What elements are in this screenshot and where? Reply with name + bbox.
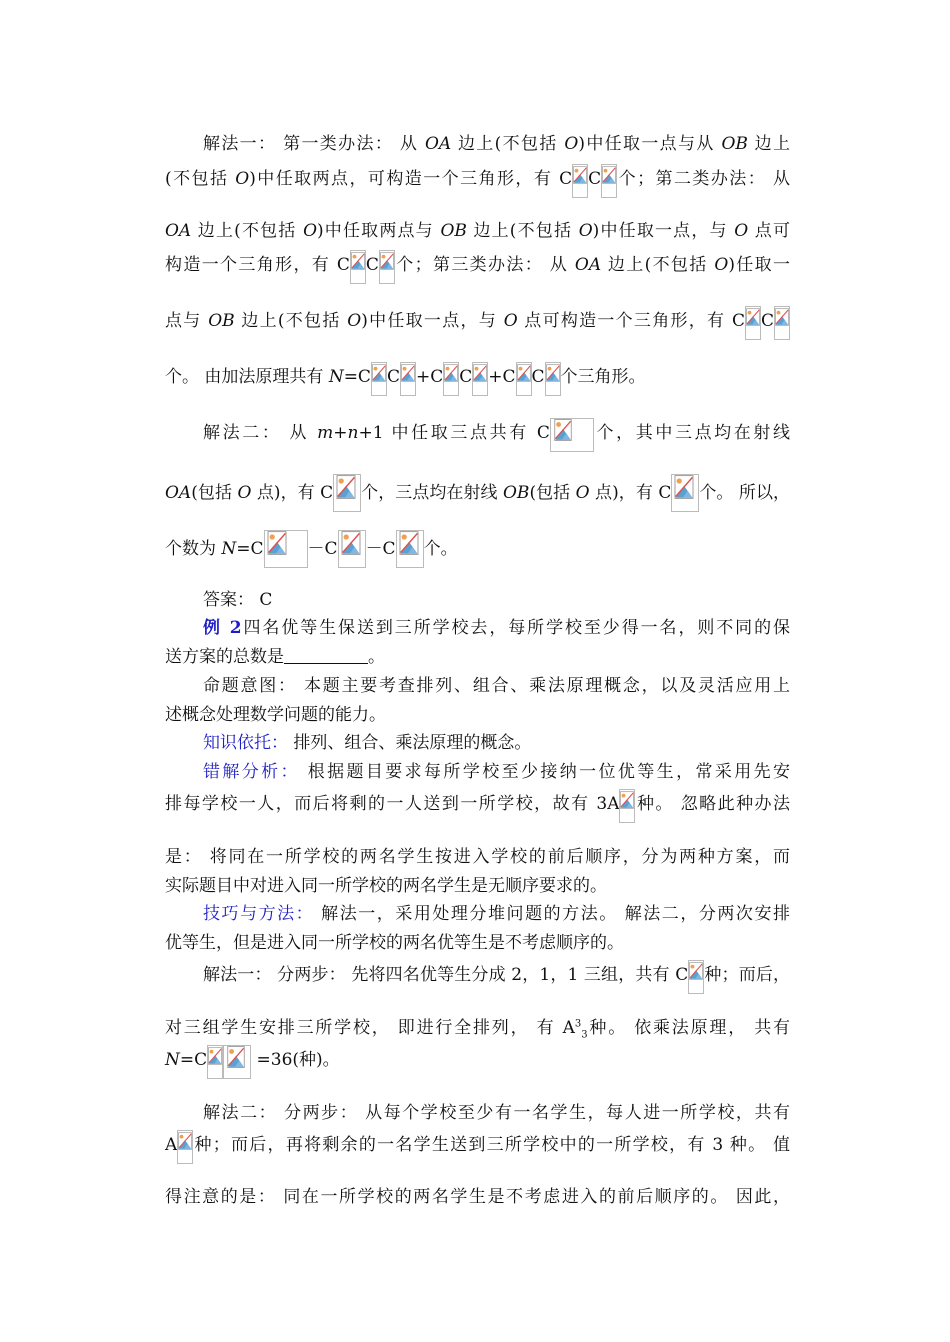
broken-image-icon — [264, 530, 308, 568]
broken-image-icon — [516, 362, 532, 396]
broken-image-icon — [379, 250, 395, 284]
broken-image-icon — [443, 362, 459, 396]
error-line-1: 错解分析： 根据题目要求每所学校至少接纳一位优等生，常采用先安 — [203, 762, 791, 782]
p1-line-5: 点与 OB 边上(不包括 O)中任取一点，与 O 点可构造一个三角形，有 C C — [165, 306, 790, 340]
broken-image-icon — [177, 1130, 193, 1164]
sol2-line-3: 得注意的是： 同在一所学校的两名学生是不考虑进入的前后顺序的。 因此， — [165, 1187, 790, 1207]
sol1-line-1: 解法一： 分两步： 先将四名优等生分成 2，1，1 三组，共有 C 种；而后， — [165, 960, 790, 994]
example-2-line-1: 例 2四名优等生保送到三所学校去，每所学校至少得一名，则不同的保 — [203, 618, 791, 638]
broken-image-icon — [371, 362, 387, 396]
intent-line-2: 述概念处理数学问题的能力。 — [165, 705, 386, 725]
answer-line: 答案： C — [203, 590, 273, 610]
broken-image-icon — [550, 418, 594, 452]
broken-image-icon — [601, 164, 617, 198]
broken-image-icon — [396, 530, 424, 568]
broken-image-icon — [688, 960, 704, 994]
broken-image-icon — [745, 306, 761, 340]
broken-image-icon — [572, 164, 588, 198]
p1-line-2: (不包括 O)中任取两点，可构造一个三角形，有 C C 个；第二类办法： 从 — [165, 164, 790, 198]
example-label: 例 2 — [203, 618, 242, 638]
broken-image-icon — [472, 362, 488, 396]
broken-image-icon — [774, 306, 790, 340]
sol1-line-2: 对三组学生安排三所学校， 即进行全排列， 有 $A^3_3$种。 依乘法原理， 共有 — [165, 1018, 790, 1041]
broken-image-icon — [338, 530, 366, 568]
broken-image-icon — [207, 1045, 223, 1079]
broken-image-icon — [223, 1045, 251, 1079]
intent-line-1: 命题意图： 本题主要考查排列、组合、乘法原理概念，以及灵活应用上 — [203, 676, 790, 696]
error-line-4: 实际题目中对进入同一所学校的两名学生是无顺序要求的。 — [165, 876, 607, 896]
p1-line-6: 个。 由加法原理共有 N=C C +C C +C C 个三角形。 — [165, 362, 790, 396]
broken-image-icon — [671, 474, 699, 512]
method-line-2: 优等生，但是进入同一所学校的两名优等生是不考虑顺序的。 — [165, 933, 624, 953]
p2-line-2: OA(包括 O 点)，有 C 个，三点均在射线 OB(包括 O 点)，有 C 个。 所以， — [165, 474, 790, 512]
p2-line-3: 个数为 N=C －C －C 个。 — [165, 530, 790, 568]
error-line-3: 是： 将同在一所学校的两名学生按进入学校的前后顺序，分为两种方案，而 — [165, 847, 790, 867]
broken-image-icon — [333, 474, 361, 512]
method-line-1: 技巧与方法： 解法一，采用处理分堆问题的方法。 解法二，分两次安排 — [203, 904, 791, 924]
p1-line-4: 构造一个三角形，有 C C 个；第三类办法： 从 OA 边上(不包括 O)任取一 — [165, 250, 790, 284]
example-2-line-2: 送方案的总数是 。 — [165, 647, 385, 667]
error-line-2: 排每学校一人，而后将剩的一人送到一所学校，故有 3A 种。 忽略此种办法 — [165, 789, 790, 823]
p1-line-3: OA 边上(不包括 O)中任取两点与 OB 边上(不包括 O)中任取一点，与 O 点可 — [165, 221, 790, 241]
broken-image-icon — [545, 362, 561, 396]
broken-image-icon — [619, 789, 635, 823]
sol2-line-2: A 种；而后，再将剩余的一名学生送到三所学校中的一所学校，有 3 种。 值 — [165, 1130, 790, 1164]
sol1-line-3: N=C =36(种)。 — [165, 1045, 790, 1079]
sol2-line-1: 解法二： 分两步： 从每个学校至少有一名学生，每人进一所学校，共有 — [203, 1103, 790, 1123]
p1-line-1: 解法一： 第一类办法： 从 OA 边上(不包括 O)中任取一点与从 OB 边上 — [203, 134, 790, 154]
broken-image-icon — [400, 362, 416, 396]
knowledge-line: 知识依托： 排列、组合、乘法原理的概念。 — [203, 733, 532, 753]
p2-line-1: 解法二： 从 m+n+1 中任取三点共有 C 个，其中三点均在射线 — [165, 418, 790, 452]
broken-image-icon — [350, 250, 366, 284]
answer-blank — [284, 647, 368, 664]
